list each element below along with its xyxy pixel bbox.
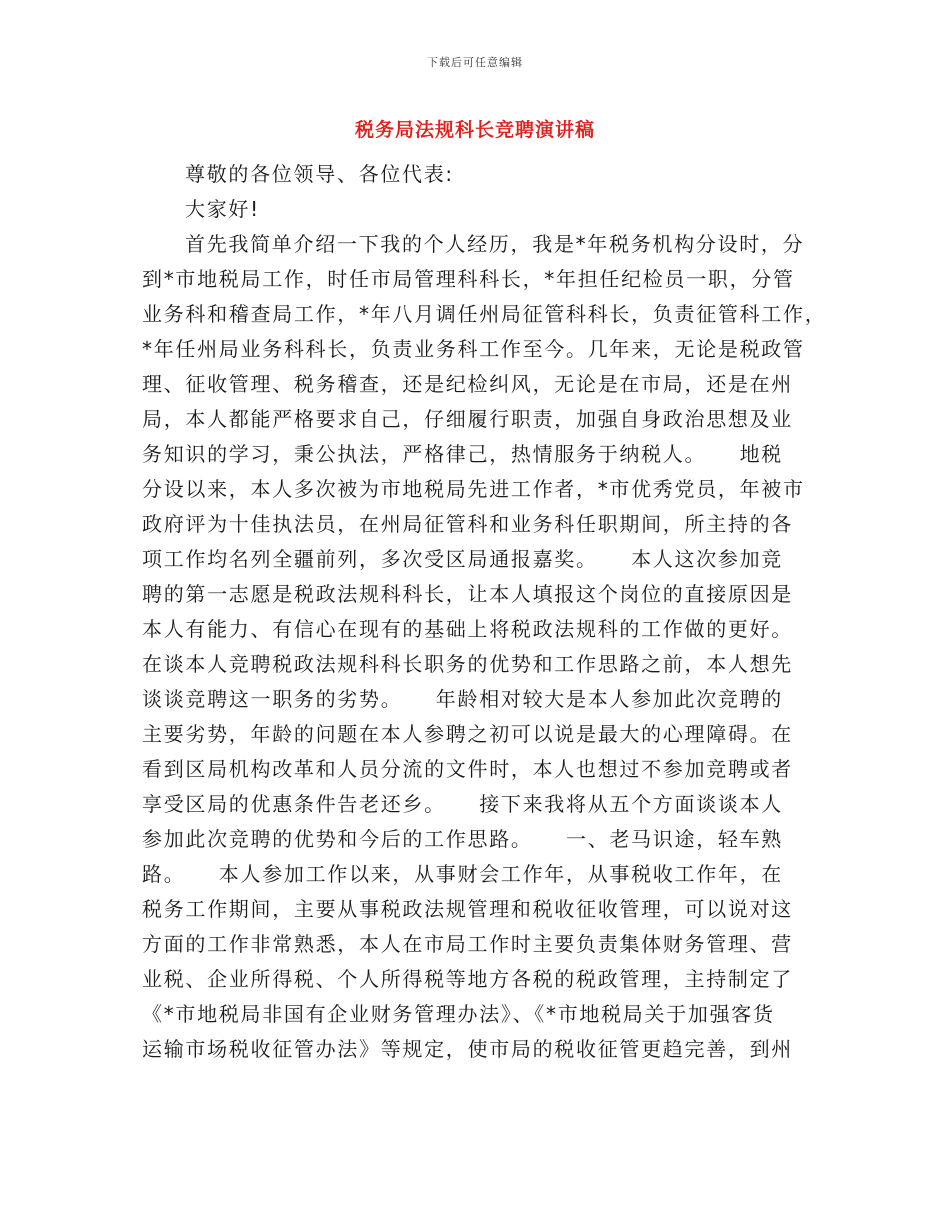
greeting-line: 大家好! <box>185 197 260 221</box>
body-line: 《*市地税局非国有企业财务管理办法》、《*市地税局关于加强客货 <box>142 1002 775 1026</box>
body-line: 税务工作期间，主要从事税政法规管理和税收征收管理，可以说对这 <box>142 897 793 921</box>
body-line: 本人有能力、有信心在现有的基础上将税政法规科的工作做的更好。 <box>142 617 793 641</box>
document-title: 税务局法规科长竞聘演讲稿 <box>354 119 595 141</box>
body-line: 务知识的学习，秉公执法，严格律己，热情服务于纳税人。 地税 <box>142 442 783 466</box>
body-line: 政府评为十佳执法员，在州局征管科和业务科任职期间，所主持的各 <box>142 512 793 536</box>
body-line: 局，本人都能严格要求自己，仔细履行职责，加强自身政治思想及业 <box>142 407 793 431</box>
body-line: 业务科和稽查局工作，*年八月调任州局征管科科长，负责征管科工作， <box>142 302 827 326</box>
body-line: 聘的第一志愿是税政法规科科长，让本人填报这个岗位的直接原因是 <box>142 582 793 606</box>
body-line: 看到区局机构改革和人员分流的文件时，本人也想过不参加竞聘或者 <box>142 757 793 781</box>
body-line: 享受区局的优惠条件告老还乡。 接下来我将从五个方面谈谈本人 <box>142 792 783 816</box>
body-line: 理、征收管理、税务稽查，还是纪检纠风，无论是在市局，还是在州 <box>142 372 793 396</box>
body-line: 业税、企业所得税、个人所得税等地方各税的税政管理，主持制定了 <box>142 967 793 991</box>
body-line: 首先我简单介绍一下我的个人经历，我是*年税务机构分设时，分 <box>185 232 805 256</box>
body-line: 在谈本人竞聘税政法规科科长职务的优势和工作思路之前，本人想先 <box>142 652 793 676</box>
body-line: 项工作均名列全疆前列，多次受区局通报嘉奖。 本人这次参加竞 <box>142 547 783 571</box>
body-line: 路。 本人参加工作以来，从事财会工作年，从事税收工作年，在 <box>142 862 783 886</box>
salutation-line: 尊敬的各位领导、各位代表: <box>185 162 454 186</box>
header-note: 下载后可任意编辑 <box>427 56 523 69</box>
body-line: 主要劣势，年龄的问题在本人参聘之初可以说是最大的心理障碍。在 <box>142 722 793 746</box>
body-line: 参加此次竞聘的优势和今后的工作思路。 一、老马识途，轻车熟 <box>142 827 783 851</box>
body-line: 到*市地税局工作，时任市局管理科科长，*年担任纪检员一职，分管 <box>142 267 795 291</box>
body-line: 方面的工作非常熟悉，本人在市局工作时主要负责集体财务管理、营 <box>142 932 793 956</box>
body-line: 运输市场税收征管办法》等规定，使市局的税收征管更趋完善，到州 <box>142 1037 793 1061</box>
body-line: *年任州局业务科科长，负责业务科工作至今。几年来，无论是税政管 <box>142 337 805 361</box>
document-body <box>142 157 827 1067</box>
body-line: 谈谈竞聘这一职务的劣势。 年龄相对较大是本人参加此次竞聘的 <box>142 687 783 711</box>
body-line: 分设以来，本人多次被为市地税局先进工作者，*市优秀党员，年被市 <box>142 477 805 501</box>
